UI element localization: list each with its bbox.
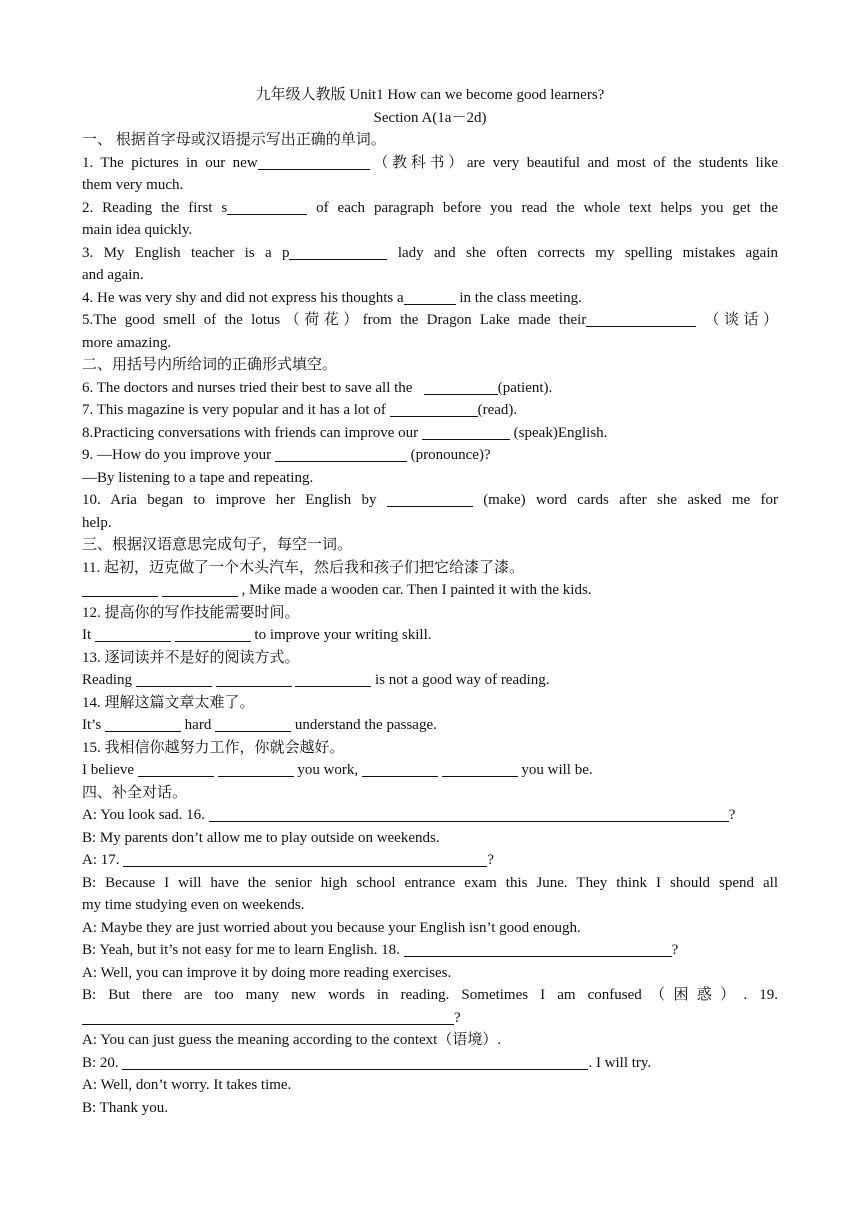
q8-blank[interactable] — [422, 423, 510, 440]
q14-text-b: hard — [180, 717, 216, 733]
section-3-heading: 三、根据汉语意思完成句子，每空一词。 — [82, 537, 353, 553]
d8-end: ? — [454, 1009, 461, 1026]
section-2-heading: 二、用括号内所给词的正确形式填空。 — [82, 357, 338, 373]
q12-blank-2[interactable] — [175, 625, 251, 642]
q10-text-a: 10. Aria began to improve her English by — [82, 492, 377, 508]
d6-end: ? — [671, 942, 679, 958]
dialogue-line-9: A: You can just guess the meaning according to the context（语境）. — [82, 1032, 502, 1048]
q10-text-b: (make) word cards after she asked me for — [483, 492, 779, 508]
q11-blank-2[interactable] — [162, 580, 238, 597]
q15-text-b: you work, — [293, 762, 362, 778]
q3-text-b: lady and she often corrects my spelling mistakes again — [387, 244, 778, 261]
q12-chinese: 12. 提高你的写作技能需要时间。 — [82, 604, 300, 621]
q18-blank[interactable] — [404, 940, 672, 957]
q9-blank[interactable] — [275, 445, 407, 462]
q15-blank-3[interactable] — [362, 760, 438, 777]
q13-chinese: 13. 逐词读并不是好的阅读方式。 — [82, 649, 300, 666]
question-9 — [82, 444, 778, 467]
question-14 — [82, 714, 778, 737]
q14-blank-1[interactable] — [105, 715, 181, 732]
question-7 — [82, 399, 778, 422]
q12-blank-1[interactable] — [95, 625, 171, 642]
q20-blank[interactable] — [122, 1053, 588, 1070]
q9-text-b: (pronounce)? — [406, 447, 491, 463]
dialogue-line-8-cont — [82, 1007, 778, 1030]
q8-text-a: 8.Practicing conversations with friends can improve our — [82, 424, 422, 441]
q14-blank-2[interactable] — [215, 715, 291, 732]
q10-blank[interactable] — [387, 490, 473, 507]
q13-text-b: is not a good way of reading. — [371, 672, 550, 688]
q2-blank[interactable] — [227, 198, 307, 215]
q3-text-a: 3. My English teacher is a p — [82, 244, 290, 261]
q19-blank[interactable] — [82, 1008, 454, 1025]
question-10 — [82, 489, 778, 512]
q2-text-b: of each paragraph before you read the whole text helps you get the — [307, 199, 778, 216]
q13-blank-1[interactable] — [136, 670, 212, 687]
q7-blank[interactable] — [390, 400, 478, 417]
question-6 — [82, 377, 778, 400]
q3-text-c: and again. — [82, 267, 144, 283]
question-1 — [82, 152, 778, 175]
q7-text-b: (read). — [477, 402, 518, 418]
q9-answer: —By listening to a tape and repeating. — [82, 469, 314, 486]
q5-text-b: （谈话） — [696, 312, 778, 328]
dialogue-line-8: B: But there are too many new words in reading. Sometimes I am confused（困惑）. 19. — [82, 987, 778, 1003]
question-5 — [82, 309, 778, 332]
q7-text-a: 7. This magazine is very popular and it has a lot of — [82, 402, 390, 418]
q3-blank[interactable] — [289, 243, 387, 260]
q9-text-a: 9. —How do you improve your — [82, 447, 275, 463]
q15-chinese: 15. 我相信你越努力工作，你就会越好。 — [82, 739, 345, 756]
dialogue-line-2: B: My parents don’t allow me to play outside on weekends. — [82, 829, 440, 846]
q12-text-a: It — [82, 627, 95, 643]
worksheet-subtitle: Section A(1a－2d) — [373, 109, 487, 126]
q16-blank[interactable] — [209, 805, 729, 822]
dialogue-line-1 — [82, 804, 778, 827]
dialogue-line-5: A: Maybe they are just worried about you because your English isn’t good enough. — [82, 919, 581, 936]
q4-blank[interactable] — [404, 288, 456, 305]
q2-text-a: 2. Reading the first s — [82, 199, 228, 216]
d3-text: A: 17. — [82, 852, 124, 868]
dialogue-line-6 — [82, 939, 778, 962]
question-13 — [82, 669, 778, 692]
q6-text-a: 6. The doctors and nurses tried their best to save all the — [82, 379, 417, 396]
q14-chinese: 14. 理解这篇文章太难了。 — [82, 694, 255, 711]
question-4 — [82, 287, 778, 310]
q1-text-c: them very much. — [82, 177, 184, 193]
q15-blank-2[interactable] — [218, 760, 294, 777]
dialogue-line-7: A: Well, you can improve it by doing more reading exercises. — [82, 964, 452, 981]
question-12 — [82, 624, 778, 647]
q14-text-c: understand the passage. — [291, 717, 437, 733]
q13-blank-3[interactable] — [295, 670, 371, 687]
q11-text: , Mike made a wooden car. Then I painted it with the kids. — [237, 582, 592, 598]
q11-blank-1[interactable] — [82, 580, 158, 597]
worksheet — [82, 84, 778, 1119]
q11-chinese: 11. 起初，迈克做了一个木头汽车，然后我和孩子们把它给漆了漆。 — [82, 559, 524, 576]
q10-text-c: help. — [82, 514, 112, 531]
q4-text-b: in the class meeting. — [455, 289, 582, 306]
q1-blank[interactable] — [258, 153, 370, 170]
q15-text-a: I believe — [82, 762, 138, 778]
q1-text-b: （教科书）are very beautiful and most of the students like — [369, 154, 778, 171]
q6-text-b: (patient). — [497, 379, 553, 396]
d10-text: B: 20. — [82, 1054, 123, 1071]
q2-text-c: main idea quickly. — [82, 222, 193, 238]
section-4-heading: 四、补全对话。 — [82, 784, 188, 801]
q17-blank[interactable] — [123, 850, 487, 867]
dialogue-line-4-cont: my time studying even on weekends. — [82, 897, 305, 913]
question-15 — [82, 759, 778, 782]
q8-text-b: (speak)English. — [509, 424, 608, 441]
dialogue-line-3 — [82, 849, 778, 872]
d3-end: ? — [487, 852, 494, 868]
question-8 — [82, 422, 778, 445]
worksheet-title: 九年级人教版 Unit1 How can we become good learners? — [255, 87, 605, 103]
question-11 — [82, 579, 778, 602]
question-2 — [82, 197, 778, 220]
dialogue-line-4: B: Because I will have the senior high school entrance exam this June. They think I should spend all — [82, 874, 778, 891]
question-3 — [82, 242, 778, 265]
section-1-heading: 一、 根据首字母或汉语提示写出正确的单词。 — [82, 132, 386, 148]
d10-end: . I will try. — [588, 1054, 652, 1071]
q13-blank-2[interactable] — [216, 670, 292, 687]
q5-text-a: 5.The good smell of the lotus（荷花）from the Dragon Lake made their — [82, 312, 587, 328]
d6-text: B: Yeah, but it’s not easy for me to learn English. 18. — [82, 942, 404, 958]
q15-blank-1[interactable] — [138, 760, 214, 777]
q5-blank[interactable] — [586, 310, 696, 327]
dialogue-line-12: B: Thank you. — [82, 1099, 168, 1116]
dialogue-line-10 — [82, 1052, 778, 1075]
d1-text: A: You look sad. 16. — [82, 807, 209, 823]
dialogue-line-11: A: Well, don’t worry. It takes time. — [82, 1077, 292, 1093]
q1-text-a: 1. The pictures in our new — [82, 154, 258, 171]
q12-text-b: to improve your writing skill. — [250, 627, 432, 643]
q4-text-a: 4. He was very shy and did not express his thoughts a — [82, 289, 404, 306]
q13-text-a: Reading — [82, 672, 136, 688]
d1-end: ? — [728, 807, 736, 823]
q14-text-a: It’s — [82, 717, 105, 733]
q6-blank[interactable] — [424, 378, 498, 395]
q15-blank-4[interactable] — [442, 760, 518, 777]
q5-text-c: more amazing. — [82, 334, 172, 351]
q15-text-c: you will be. — [517, 762, 593, 778]
